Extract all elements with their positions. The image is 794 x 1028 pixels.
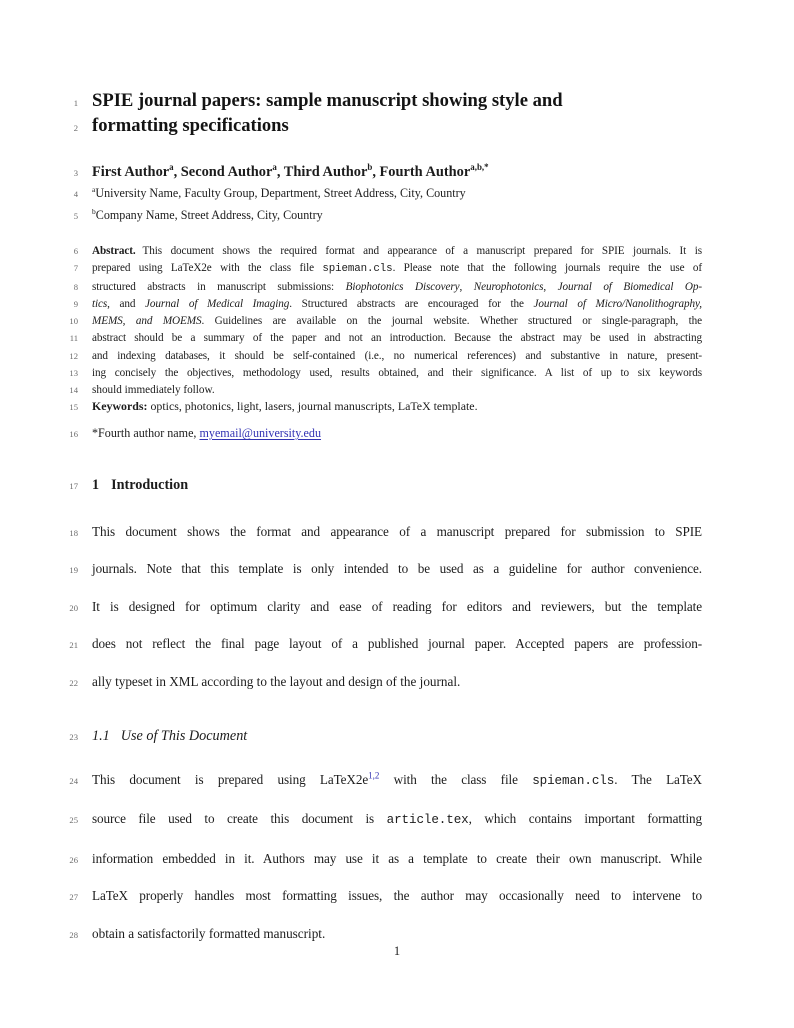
journal-name: Neurophotonics: [473, 280, 544, 293]
journal-name: Biophotonics Discovery: [345, 280, 460, 293]
paragraph-block: [69, 513, 702, 700]
source-file-name: article.tex: [386, 813, 469, 828]
paragraph-line: 19 journals. Note that this template is only intended to be used as a guideline for author convenience.: [92, 550, 702, 587]
journal-name: Journal of Medical Imaging: [145, 297, 290, 310]
citation-link[interactable]: 1,2: [368, 770, 380, 781]
affiliation-sup: b: [367, 162, 373, 172]
author-line: [73, 159, 702, 181]
journal-name: tics: [92, 297, 108, 310]
paragraph-line: 21 does not reflect the final page layout of a published journal paper. Accepted papers are profession-: [92, 625, 702, 662]
title-block: [73, 88, 702, 139]
line-number: 2: [73, 123, 78, 134]
line-number: 8: [73, 281, 78, 292]
abstract-line: 10 MEMS, and MOEMS. Guidelines are available on the journal website. Whether structured or single-paragraph, the: [92, 313, 702, 330]
email-link[interactable]: myemail@university.edu: [199, 426, 322, 440]
paper-title-line-2: formatting specifications: [92, 115, 289, 137]
correspondence-line: [69, 425, 702, 442]
line-number: 11: [69, 333, 78, 344]
paragraph-line: 24 This document is prepared using LaTeX2e$^{1,2}$ with the class file spieman.cls. The LaTeX: [92, 761, 702, 800]
line-number: 9: [73, 298, 78, 309]
affiliation-a: $^a$University Name, Faculty Group, Department, Street Address, City, Country: [92, 185, 466, 201]
line-number: 28: [69, 929, 78, 940]
keywords-label: Keywords:: [92, 399, 148, 413]
line-number: 22: [69, 677, 78, 688]
line-number: 15: [69, 402, 78, 412]
correspondence-block: [69, 425, 702, 442]
abstract-line: 13 ing concisely the objectives, methodology used, results obtained, and their significance. A list of up to six keywords: [92, 365, 702, 382]
abstract-label: Abstract.: [92, 245, 136, 257]
line-number: 26: [69, 854, 78, 865]
paragraph-line: 25 source file used to create this document is article.tex, which contains important formatting: [92, 800, 702, 839]
line-number: 19: [69, 565, 78, 576]
correspondence-text: *Fourth author name,: [92, 426, 200, 440]
section-heading: [69, 476, 702, 494]
affiliation-sup: b: [92, 206, 96, 216]
affiliation-line: [73, 181, 702, 202]
line-number: 7: [73, 263, 78, 274]
subsection-number: 1.1: [92, 728, 110, 744]
subsection-heading-block: [69, 727, 702, 745]
abstract-line: 6 Abstract. This document shows the required format and appearance of a manuscript prepared for SPIE journals. It is: [92, 243, 702, 260]
line-number: 1: [73, 98, 78, 108]
journal-name: Journal of Biomedical Op-: [557, 280, 702, 293]
line-number: 14: [69, 385, 78, 395]
paragraph-line: 20 It is designed for optimum clarity and ease of reading for editors and reviewers, but the template: [92, 588, 702, 625]
affiliation-line: [73, 203, 702, 224]
keywords-line: [69, 398, 702, 415]
affiliation-sup: a: [272, 162, 277, 172]
class-file-name: spieman.cls: [322, 263, 393, 276]
keywords-list: optics, photonics, light, lasers, journal manuscripts, LaTeX template.: [147, 399, 478, 413]
line-number: 13: [69, 367, 78, 378]
paper-title-line-1: SPIE journal papers: sample manuscript showing style and: [92, 90, 563, 111]
title-line: [73, 113, 702, 138]
paragraph-block: [69, 761, 703, 952]
section-heading-block: [69, 476, 702, 494]
subsection-title: Use of This Document: [120, 728, 248, 744]
line-number: 23: [69, 732, 78, 742]
line-number: 10: [69, 316, 78, 326]
affiliation-sup: a: [92, 185, 96, 195]
journal-name: Journal of Micro/Nanolithography,: [533, 297, 702, 310]
line-number: 12: [69, 350, 78, 361]
abstract-line: 9 tics, and Journal of Medical Imaging. Structured abstracts are encouraged for the Journal of Micro/Nanolithography,: [92, 296, 702, 313]
line-number: 6: [73, 246, 78, 256]
line-number: 27: [69, 892, 78, 903]
journal-name: MEMS, and MOEMS: [92, 315, 202, 327]
line-number: 17: [69, 481, 78, 491]
line-number: 21: [69, 640, 78, 651]
line-number: 5: [73, 210, 78, 221]
abstract-line: 12 and indexing databases, it should be self-contained (i.e., no numerical references) and substantive in nature, present-: [92, 348, 702, 365]
line-number: 18: [69, 528, 78, 538]
keywords-block: [69, 398, 702, 415]
line-number: 25: [69, 815, 78, 826]
abstract-line: 14 should immediately follow.: [92, 382, 702, 399]
author-block: [73, 159, 702, 224]
line-number: 4: [73, 189, 78, 200]
abstract-line: 11 abstract should be a summary of the paper and not an introduction. Because the abstract may be used in abstracting: [92, 330, 702, 347]
section-number: 1: [92, 477, 100, 493]
abstract-block: [69, 243, 702, 399]
page-number: 1: [393, 944, 401, 958]
author-names: First Author$^a$, Second Author$^a$, Third Author$^b$, Fourth Author$^{a,b,*}$: [92, 162, 489, 180]
section-title: Introduction: [111, 477, 189, 493]
affiliation-sup: a: [169, 162, 174, 172]
abstract-line: 7 prepared using LaTeX2e with the class file spieman.cls. Please note that the following journals require the use of: [92, 260, 702, 278]
line-number: 20: [69, 602, 78, 613]
affiliation-b: $^b$Company Name, Street Address, City, Country: [92, 206, 323, 222]
class-file-name: spieman.cls: [532, 774, 615, 788]
paragraph-line: 18 This document shows the format and appearance of a manuscript prepared for submission to SPIE: [92, 513, 702, 550]
line-number: 16: [69, 429, 78, 439]
paragraph-line: 22 ally typeset in XML according to the layout and design of the journal.: [92, 663, 702, 700]
line-number: 24: [69, 776, 78, 786]
title-line: [73, 88, 702, 113]
abstract-line: 8 structured abstracts in manuscript submissions: Biophotonics Discovery, Neurophotonics, Journal of Biomedical Op-: [92, 279, 702, 296]
paragraph-line: 26 information embedded in it. Authors may use it as a template to create their own manuscript. While: [92, 840, 702, 877]
line-number: 3: [73, 167, 78, 178]
paragraph-line: 28 obtain a satisfactorily formatted manuscript.: [92, 915, 702, 952]
subsection-heading: [69, 727, 702, 745]
paragraph-line: 27 LaTeX properly handles most formatting issues, the author may occasionally need to intervene to: [92, 877, 702, 914]
affiliation-sup: a,b,*: [470, 162, 489, 172]
